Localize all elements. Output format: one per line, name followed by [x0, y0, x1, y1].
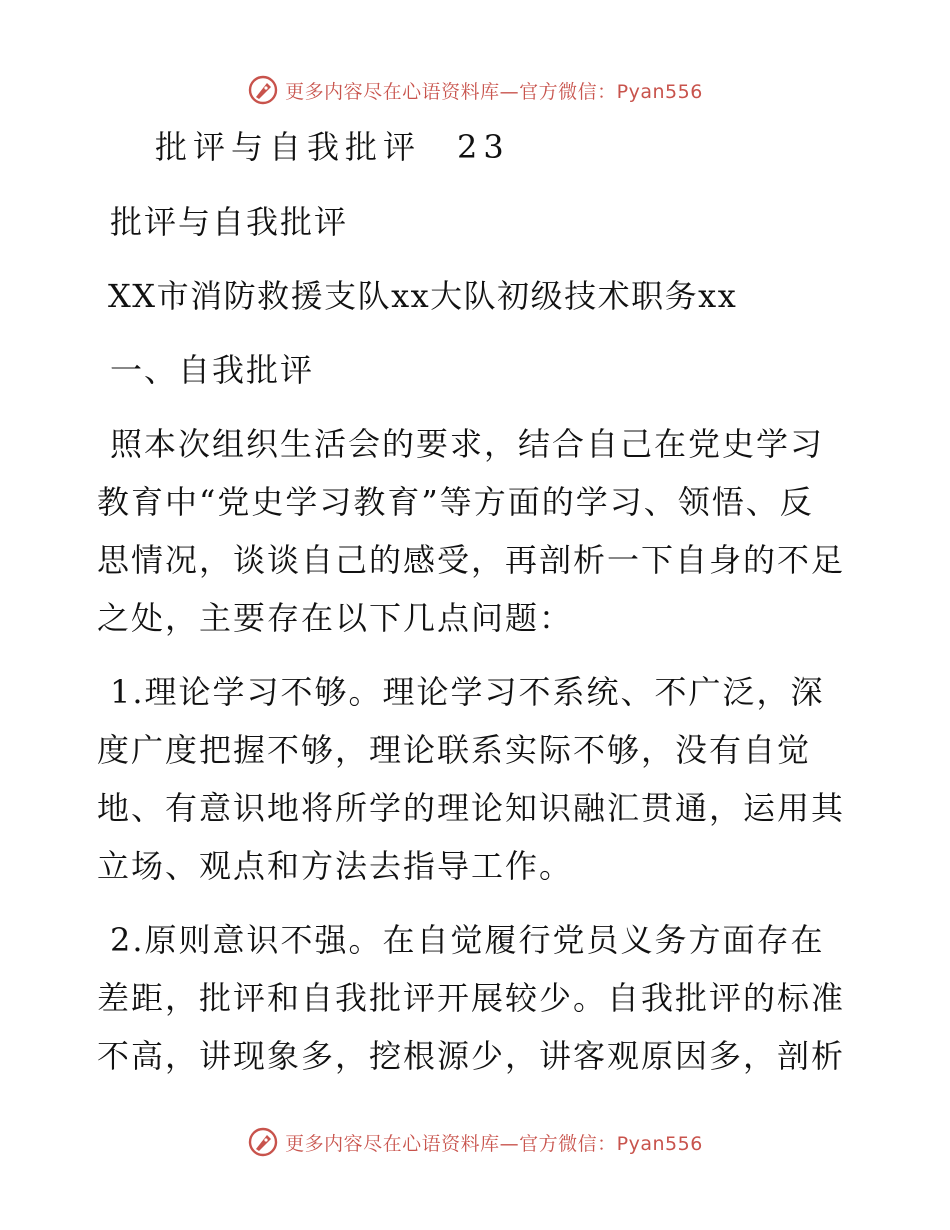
- body-line: 1.理论学习不够。理论学习不系统、不广泛，深: [110, 673, 825, 711]
- body-line: 照本次组织生活会的要求，结合自己在党史学习: [110, 425, 825, 463]
- watermark-footer: [0, 1122, 950, 1162]
- pen-nib-circle-icon: [247, 74, 279, 106]
- body-line: 2.原则意识不强。在自觉履行党员义务方面存在: [110, 921, 825, 959]
- watermark-header: [0, 70, 950, 110]
- body-line: 地、有意识地将所学的理论知识融汇贯通，运用其: [97, 789, 846, 827]
- body-line: 差距，批评和自我批评开展较少。自我批评的标准: [97, 979, 846, 1017]
- section-heading-self-criticism: 一、自我批评: [110, 351, 315, 389]
- document-heading: 批评与自我批评: [110, 203, 349, 241]
- pen-nib-circle-icon: [247, 1126, 279, 1158]
- document-title: [155, 127, 510, 167]
- watermark-text: 更多内容尽在心语资料库—官方微信：Pyan556: [285, 80, 703, 103]
- author-line: XX市消防救援支队xx大队初级技术职务xx: [108, 277, 738, 315]
- watermark-text: 更多内容尽在心语资料库—官方微信：Pyan556: [285, 1132, 703, 1155]
- body-line: 教育中“党史学习教育”等方面的学习、领悟、反: [97, 483, 814, 521]
- title-number: 23: [457, 128, 510, 166]
- body-line: 立场、观点和方法去指导工作。: [97, 847, 574, 885]
- body-line: 度广度把握不够，理论联系实际不够，没有自觉: [97, 731, 812, 769]
- body-line: 不高，讲现象多，挖根源少，讲客观原因多，剖析: [97, 1037, 846, 1075]
- body-line: 之处，主要存在以下几点问题：: [97, 599, 574, 637]
- body-line: 思情况，谈谈自己的感受，再剖析一下自身的不足: [97, 541, 846, 579]
- title-text: 批评与自我批评: [155, 128, 422, 166]
